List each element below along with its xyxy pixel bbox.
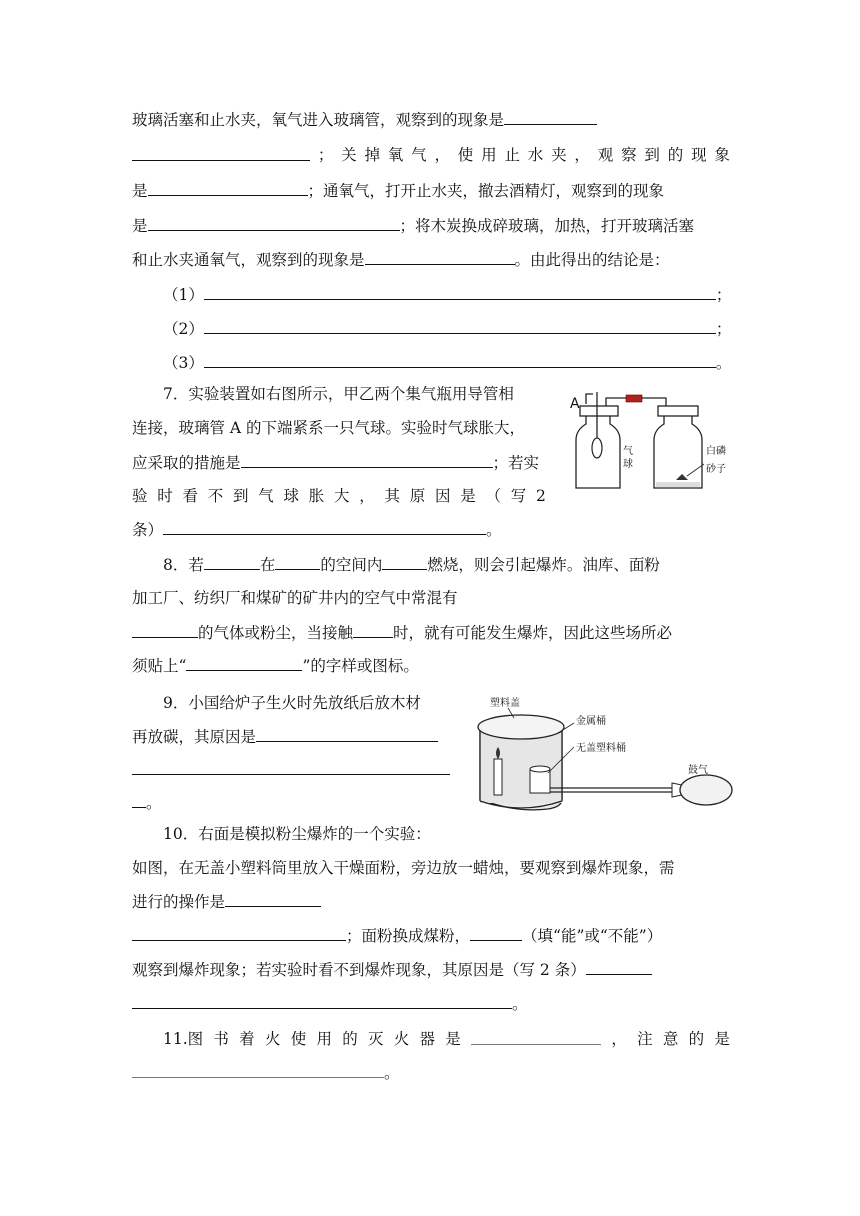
q6-l2-c11: ， xyxy=(574,146,590,164)
q6-l2-c13: 察 xyxy=(621,146,637,164)
q7-l4-c15: 写 xyxy=(510,487,527,505)
q9-line-1 xyxy=(163,692,421,714)
connecting-tube-right xyxy=(642,398,666,406)
lid-label: 塑料盖 xyxy=(490,698,520,709)
q6-conclusion-3 xyxy=(163,351,731,373)
q6-c1-label: （1） xyxy=(163,286,204,304)
q6-l2-c8: 止 xyxy=(504,146,520,164)
sand-layer xyxy=(656,482,700,487)
q6-l2-c12: 观 xyxy=(597,146,614,164)
q6-l2-c17: 象 xyxy=(714,146,730,164)
q6-text-1: 玻璃活塞和止水夹，氧气进入玻璃管，观察到的现象是 xyxy=(132,111,505,129)
q6-blank-1[interactable] xyxy=(504,108,597,125)
q11-l1-m4: 是 xyxy=(714,1030,730,1048)
q6-line-1 xyxy=(132,108,597,130)
q9-text-2: 再放碳，其原因是 xyxy=(132,728,257,746)
q11-l1-c2: 着 xyxy=(239,1030,255,1048)
q6-l2-c10: 夹 xyxy=(551,146,567,164)
q9-line-3 xyxy=(132,758,450,780)
q8-text-1d: 燃烧，则会引起爆炸。油库、面粉 xyxy=(427,556,660,574)
cup-label: 无盖塑料桶 xyxy=(576,743,626,754)
q6-text-4b: ；将木炭换成碎玻璃，加热，打开玻璃活塞 xyxy=(399,217,695,235)
q7-text-3b: ；若实 xyxy=(492,454,540,472)
q11-line-1 xyxy=(163,1028,730,1050)
q10-line-6 xyxy=(132,992,528,1014)
q6-l2-c1: 关 xyxy=(341,146,357,164)
q6-l2-c6: 使 xyxy=(457,146,474,164)
q7-line-5 xyxy=(132,518,502,540)
q7-text-2: 连接，玻璃管 A 的下端紧系一只气球。实验时气球胀大， xyxy=(132,419,526,437)
candle xyxy=(494,759,502,795)
q6-conclusion-2 xyxy=(163,317,731,339)
label-a: A xyxy=(570,396,580,412)
connecting-tube-left xyxy=(606,398,626,406)
q11-l1-c7: 灭 xyxy=(368,1030,384,1048)
q6-c3-end: 。 xyxy=(715,354,732,372)
q6-l2-c5: ， xyxy=(434,146,450,164)
q10-line-3 xyxy=(132,890,321,912)
q6-blank-1b[interactable] xyxy=(132,144,310,161)
q11-l1-c9: 器 xyxy=(419,1030,436,1048)
q9-text-4: 。 xyxy=(146,794,162,812)
q10-line-4 xyxy=(132,924,662,946)
q6-text-5a: 和止水夹通氧气，观察到的现象是 xyxy=(132,251,365,269)
right-bottle-stopper xyxy=(658,406,698,416)
q10-blank-4[interactable] xyxy=(586,958,652,975)
q11-l1-m0: ， xyxy=(611,1030,627,1048)
q10-blank-1[interactable] xyxy=(225,890,321,907)
q11-l1-c10: 是 xyxy=(445,1030,461,1048)
q11-l1-c6: 的 xyxy=(342,1030,358,1048)
plastic-cup xyxy=(530,769,550,793)
q10-text-1: 10．右面是模拟粉尘爆炸的一个实验： xyxy=(163,825,431,843)
q7-line-3 xyxy=(132,451,539,473)
q8-blank-6[interactable] xyxy=(186,654,302,671)
q8-text-3a: 的气体或粉尘，当接触 xyxy=(198,624,354,642)
q10-line-2 xyxy=(132,857,675,879)
q11-line-2 xyxy=(132,1061,400,1083)
q6-c1-blank[interactable] xyxy=(204,283,716,300)
q6-blank-3[interactable] xyxy=(148,214,400,231)
rubber-connector xyxy=(626,395,642,402)
q8-text-1b: 在 xyxy=(259,556,276,574)
q8-text-4a: 须贴上“ xyxy=(132,657,187,675)
q7-l4-c11: 原 xyxy=(409,487,426,505)
q11-l1-c3: 火 xyxy=(264,1030,281,1048)
q7-l4-c13: 是 xyxy=(460,487,476,505)
blower-bulb[interactable] xyxy=(680,775,732,805)
blow-label: 鼓气 xyxy=(688,765,708,776)
gas-bottles-figure xyxy=(566,384,742,496)
q6-l2-c2: 掉 xyxy=(364,146,380,164)
left-bottle-stopper xyxy=(580,406,618,416)
q6-l2-c16: 现 xyxy=(691,146,707,164)
white-phosphorus xyxy=(676,474,688,480)
q7-blank-2[interactable] xyxy=(163,518,486,535)
q6-line-2 xyxy=(132,144,730,166)
q7-line-2 xyxy=(132,417,525,439)
q8-blank-2[interactable] xyxy=(275,553,320,570)
bucket-label: 金属桶 xyxy=(576,716,606,727)
q11-l1-c4: 使 xyxy=(290,1030,307,1048)
q7-text-5a: 条） xyxy=(132,521,164,539)
q7-l4-c6: 球 xyxy=(283,487,300,505)
q7-l4-c12: 因 xyxy=(435,487,451,505)
q11-l1-m1: 注 xyxy=(637,1030,653,1048)
q8-text-3b: 时，就有可能发生爆炸，因此这些场所必 xyxy=(393,624,673,642)
q6-l2-c4: 气 xyxy=(411,146,427,164)
q7-l4-c0: 验 xyxy=(132,487,148,505)
q10-blank-2[interactable] xyxy=(132,924,346,941)
q6-line-4 xyxy=(132,214,694,236)
q8-blank-5[interactable] xyxy=(353,621,393,638)
q6-c2-end: ； xyxy=(715,320,732,338)
q7-text-1: 7．实验装置如右图所示，甲乙两个集气瓶用导管相 xyxy=(163,385,514,403)
plastic-lid xyxy=(478,715,564,739)
q6-c3-label: （3） xyxy=(163,354,204,372)
balloon xyxy=(592,438,602,458)
q10-text-4b: （填“能”或“不能”） xyxy=(522,927,663,945)
q8-text-4b: ”的字样或图标。 xyxy=(302,657,419,675)
q6-c3-blank[interactable] xyxy=(204,351,716,368)
q8-line-3 xyxy=(132,621,672,643)
q6-conclusion-1 xyxy=(163,283,731,305)
q7-l4-c8: 大 xyxy=(334,487,350,505)
q10-text-6: 。 xyxy=(512,995,528,1013)
q7-l4-c9: ， xyxy=(359,487,375,505)
q8-line-2 xyxy=(132,587,458,609)
q6-line-3 xyxy=(132,179,664,201)
q9-line-2 xyxy=(132,725,438,747)
q9-line-4 xyxy=(132,791,162,813)
q6-text-4a: 是 xyxy=(132,217,148,235)
q8-text-1c: 的空间内 xyxy=(320,556,383,574)
q6-c1-end: ； xyxy=(715,286,732,304)
q7-l4-c16: 2 xyxy=(536,487,546,505)
q10-text-3: 进行的操作是 xyxy=(132,893,226,911)
q8-text-2: 加工厂、纺织厂和煤矿的矿井内的空气中常混有 xyxy=(132,589,458,607)
q6-l2-c7: 用 xyxy=(481,146,497,164)
q7-l4-c1: 时 xyxy=(157,487,173,505)
q7-text-5b: 。 xyxy=(486,521,502,539)
q10-text-5: 观察到爆炸现象；若实验时看不到爆炸现象，其原因是（写 2 条） xyxy=(132,961,586,979)
q6-l2-c3: 氧 xyxy=(387,146,404,164)
q11-l1-c1: 书 xyxy=(213,1030,229,1048)
right-bottle xyxy=(654,416,702,488)
q11-l1-c5: 用 xyxy=(316,1030,332,1048)
q10-blank-3[interactable] xyxy=(470,924,522,941)
q7-text-3a: 应采取的措施是 xyxy=(132,454,241,472)
q7-l4-c4: 到 xyxy=(233,487,249,505)
phosphorus-label: 白磷 xyxy=(706,446,726,457)
q6-l2-c15: 的 xyxy=(667,146,684,164)
q9-blank-3[interactable] xyxy=(132,791,146,808)
q6-text-3b: ；通氧气，打开止水夹，撤去酒精灯，观察到的现象 xyxy=(307,182,665,200)
q11-l1-c0: 11.图 xyxy=(163,1030,204,1048)
q7-line-4 xyxy=(132,485,546,507)
q6-l2-c9: 水 xyxy=(527,146,544,164)
q10-line-1 xyxy=(163,823,431,845)
balloon-label-1: 气 xyxy=(623,446,633,457)
q7-l4-c2: 看 xyxy=(182,487,199,505)
q9-blank-1[interactable] xyxy=(256,725,438,742)
q7-l4-c7: 胀 xyxy=(308,487,325,505)
q7-l4-c3: 不 xyxy=(207,487,224,505)
q8-line-4 xyxy=(132,654,419,676)
q11-l1-m3: 的 xyxy=(688,1030,705,1048)
q6-c2-blank[interactable] xyxy=(204,317,716,334)
q7-l4-c14: （ xyxy=(485,487,502,505)
dust-explosion-figure xyxy=(470,693,742,815)
q11-blank-1[interactable] xyxy=(471,1028,601,1045)
q6-line-5 xyxy=(132,248,670,270)
sand-label: 砂子 xyxy=(706,464,726,475)
q8-line-1 xyxy=(163,553,660,575)
q6-blank-2[interactable] xyxy=(148,179,308,196)
q6-text-5b: 。由此得出的结论是： xyxy=(514,251,670,269)
q11-l1-m2: 意 xyxy=(662,1030,679,1048)
q10-text-2: 如图，在无盖小塑料筒里放入干燥面粉，旁边放一蜡烛，要观察到爆炸现象，需 xyxy=(132,859,675,877)
q8-blank-3[interactable] xyxy=(382,553,427,570)
q11-l1-c8: 火 xyxy=(393,1030,410,1048)
q6-blank-4[interactable] xyxy=(365,248,515,265)
q10-line-5 xyxy=(132,958,652,980)
q11-blank-2[interactable] xyxy=(132,1061,384,1078)
q6-l2-c0: ； xyxy=(317,146,334,164)
tube-a xyxy=(586,394,593,404)
q10-blank-5[interactable] xyxy=(132,992,512,1009)
q8-blank-4[interactable] xyxy=(132,621,198,638)
q6-l2-c14: 到 xyxy=(644,146,660,164)
q11-text-2: 。 xyxy=(384,1064,400,1082)
q7-l4-c10: 其 xyxy=(384,487,401,505)
q9-text-1: 9．小国给炉子生火时先放纸后放木材 xyxy=(163,694,421,712)
q7-line-1 xyxy=(163,383,514,405)
q10-text-4a: ；面粉换成煤粉， xyxy=(346,927,471,945)
q7-l4-c5: 气 xyxy=(258,487,274,505)
q6-c2-label: （2） xyxy=(163,320,204,338)
q9-blank-2[interactable] xyxy=(132,758,450,775)
balloon-label-2: 球 xyxy=(623,459,633,470)
q7-blank-1[interactable] xyxy=(241,451,493,468)
q6-text-3a: 是 xyxy=(132,182,148,200)
q8-text-1a: 8．若 xyxy=(163,556,204,574)
q8-blank-1[interactable] xyxy=(204,553,260,570)
